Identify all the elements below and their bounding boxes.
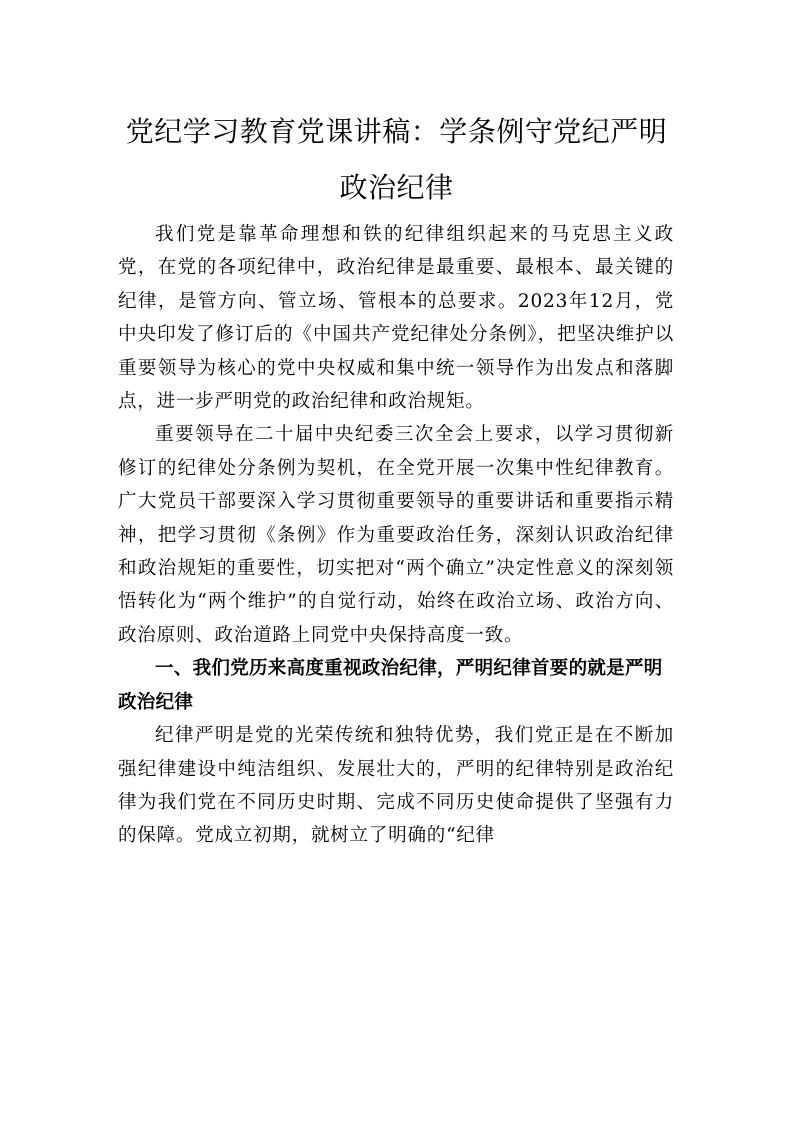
title-line-1: 党纪学习教育党课讲稿：学条例守党纪严明	[125, 115, 668, 148]
paragraph-3: 纪律严明是党的光荣传统和独特优势，我们党正是在不断加强纪律建设中纯洁组织、发展壮大的，严明的纪律特别是政治纪律为我们党在不同历史时期、完成不同历史使命提供了坚强有力的保障。党成立初期，就树立了明确的“纪律	[118, 725, 674, 847]
document-body	[118, 218, 674, 853]
paragraph-1: 我们党是靠革命理想和铁的纪律组织起来的马克思主义政党，在党的各项纪律中，政治纪律是最重要、最根本、最关键的纪律，是管方向、管立场、管根本的总要求。2023年12月，党中央印发了修订后的《中国共产党纪律处分条例》，把坚决维护以重要领导为核心的党中央权威和集中统一领导作为出发点和落脚点，进一步严明党的政治纪律和政治规矩。	[118, 224, 674, 413]
document-title	[110, 104, 683, 216]
paragraph-2: 重要领导在二十届中央纪委三次全会上要求，以学习贯彻新修订的纪律处分条例为契机，在全党开展一次集中性纪律教育。广大党员干部要深入学习贯彻重要领导的重要讲话和重要指示精神，把学习贯彻《条例》作为重要政治任务，深刻认识政治纪律和政治规矩的重要性，切实把对“两个确立”决定性意义的深刻领悟转化为“两个维护”的自觉行动，始终在政治立场、政治方向、政治原则、政治道路上同党中央保持高度一致。	[118, 424, 674, 646]
section-heading-1: 一、我们党历来高度重视政治纪律，严明纪律首要的就是严明政治纪律	[118, 658, 663, 713]
title-line-2: 政治纪律	[339, 171, 454, 204]
